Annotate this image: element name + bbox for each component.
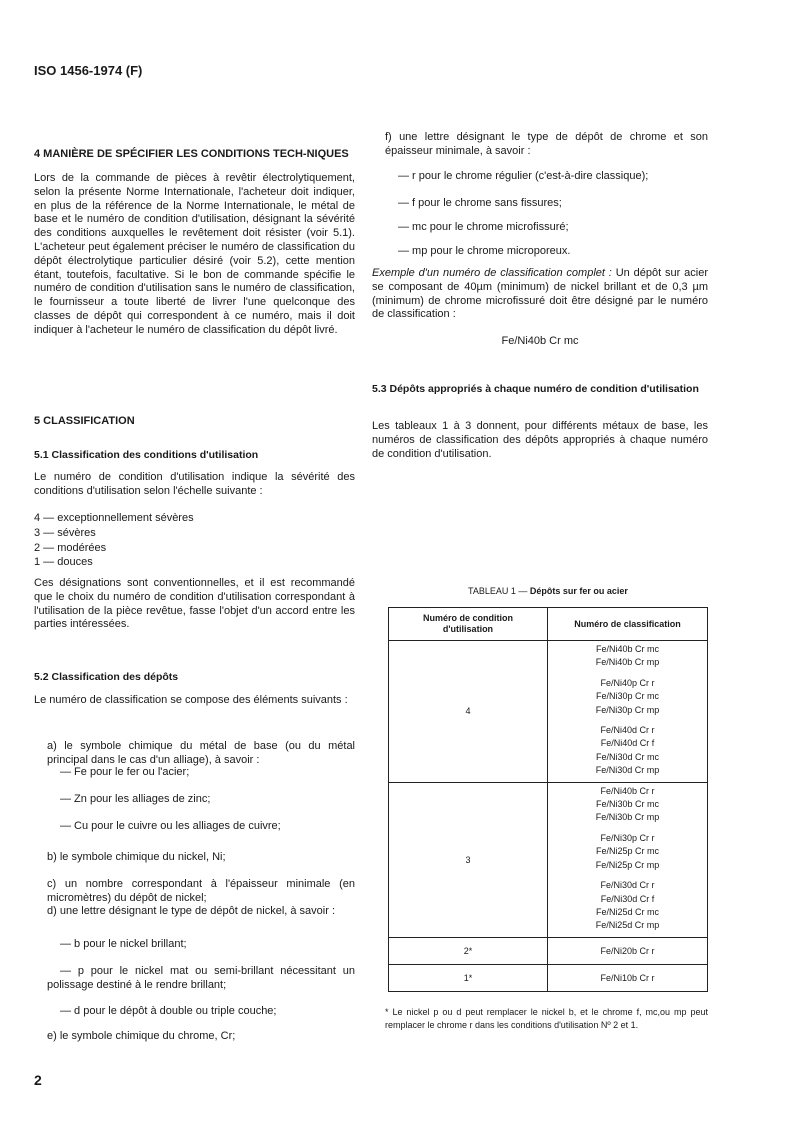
condition-cell: 3 bbox=[389, 782, 548, 937]
item-d: d) une lettre désignant le type de dépôt de nickel, à savoir : bbox=[47, 905, 336, 917]
classification-cell bbox=[548, 964, 708, 991]
example-code: Fe/Ni40b Cr mc bbox=[501, 335, 579, 347]
item-a-fe: — Fe pour le fer ou l'acier; bbox=[60, 766, 190, 778]
example-paragraph bbox=[372, 267, 708, 322]
classification-code: Fe/Ni40b Cr r bbox=[600, 785, 655, 796]
section-5-heading: 5 CLASSIFICATION bbox=[34, 415, 135, 427]
classification-group bbox=[548, 721, 707, 782]
classification-code: Fe/Ni40d Cr r bbox=[600, 725, 655, 736]
classification-group bbox=[548, 829, 707, 876]
item-f-mc: — mc pour le chrome microfissuré; bbox=[398, 221, 569, 233]
severity-scale bbox=[34, 511, 355, 570]
example-text: Un dépôt sur acier se composant de 40µm (minimum) de nickel brillant et de 0,3 µm (minimum) de chrome microfissuré doit être désigné par le numéro de classification : bbox=[372, 267, 708, 321]
scale-item: 1 — douces bbox=[34, 556, 93, 569]
classification-group bbox=[548, 973, 707, 983]
example-label: Exemple d'un numéro de classification complet : bbox=[372, 267, 612, 279]
section-5-1-heading: 5.1 Classification des conditions d'utilisation bbox=[34, 449, 259, 461]
item-d-b: — b pour le nickel brillant; bbox=[60, 938, 187, 950]
classification-code: Fe/Ni20b Cr r bbox=[600, 945, 655, 956]
classification-cell bbox=[548, 782, 708, 937]
classification-cell bbox=[548, 937, 708, 964]
item-f-mp: — mp pour le chrome microporeux. bbox=[398, 245, 571, 257]
classification-code: Fe/Ni30p Cr mc bbox=[595, 691, 659, 702]
table-row bbox=[389, 641, 708, 783]
table-row bbox=[389, 782, 708, 937]
classification-group bbox=[548, 946, 707, 956]
item-d-p: — p pour le nickel mat ou semi-brillant nécessitant un polissage destiné à le rendre brillant; bbox=[47, 965, 355, 991]
item-a-zn: — Zn pour les alliages de zinc; bbox=[60, 793, 211, 805]
classification-code: Fe/Ni30b Cr mc bbox=[595, 799, 659, 810]
classification-code: Fe/Ni30p Cr mp bbox=[595, 704, 660, 715]
item-c: c) un nombre correspondant à l'épaisseur minimale (en micromètres) du dépôt de nickel; bbox=[47, 878, 355, 904]
table-1 bbox=[388, 607, 708, 992]
item-a: a) le symbole chimique du métal de base (ou du métal principal dans le cas d'un alliage), à savoir : bbox=[47, 740, 355, 766]
header-classification: Numéro de classification bbox=[548, 608, 708, 641]
condition-cell: 1* bbox=[389, 964, 548, 991]
section-5-1-intro: Le numéro de condition d'utilisation indique la sévérité des conditions d'utilisation selon l'échelle suivante : bbox=[34, 471, 355, 497]
classification-group bbox=[548, 876, 707, 937]
section-5-2-intro: Le numéro de classification se compose des éléments suivants : bbox=[34, 694, 348, 706]
scale-item: 4 — exceptionnellement sévères bbox=[34, 512, 194, 524]
section-5-3-body: Les tableaux 1 à 3 donnent, pour différents métaux de base, les numéros de classification des dépôts appropriés à chaque numéro de condition d'utilisation. bbox=[372, 420, 708, 460]
item-e: e) le symbole chimique du chrome, Cr; bbox=[47, 1030, 236, 1042]
classification-code: Fe/Ni40p Cr r bbox=[600, 677, 655, 688]
classification-code: Fe/Ni25p Cr mp bbox=[595, 859, 660, 870]
condition-cell: 2* bbox=[389, 937, 548, 964]
classification-cell bbox=[548, 641, 708, 783]
classification-code: Fe/Ni30p Cr r bbox=[600, 832, 655, 843]
classification-group bbox=[548, 783, 707, 829]
classification-code: Fe/Ni40b Cr mc bbox=[595, 644, 659, 654]
section-5-2-heading: 5.2 Classification des dépôts bbox=[34, 671, 179, 683]
section-5-1-note: Ces désignations sont conventionnelles, et il est recommandé que le choix du numéro de condition d'utilisation correspondant à l'utilisation de la pièce revêtue, fasse l'objet d'un accord entre les parties intéressées. bbox=[34, 577, 355, 631]
section-4-heading: 4 MANIÈRE DE SPÉCIFIER LES CONDITIONS TECH-NIQUES bbox=[34, 148, 349, 160]
document-header: ISO 1456-1974 (F) bbox=[34, 63, 143, 78]
classification-code: Fe/Ni10b Cr r bbox=[600, 972, 655, 983]
item-d-d: — d pour le dépôt à double ou triple couche; bbox=[60, 1005, 277, 1017]
classification-code: Fe/Ni30d Cr r bbox=[600, 880, 655, 891]
table-1-footnote: * Le nickel p ou d peut remplacer le nickel b, et le chrome f, mc,ou mp peut remplacer le chrome r dans les conditions d'utilisation Nº 2 et 1. bbox=[385, 1007, 708, 1030]
classification-code: Fe/Ni30b Cr mp bbox=[595, 812, 660, 823]
classification-code: Fe/Ni40b Cr mp bbox=[595, 657, 660, 668]
classification-code: Fe/Ni30d Cr f bbox=[600, 893, 655, 904]
caption-title: Dépôts sur fer ou acier bbox=[529, 586, 628, 596]
classification-code: Fe/Ni30d Cr mp bbox=[595, 765, 660, 776]
classification-code: Fe/Ni40d Cr f bbox=[600, 738, 655, 749]
item-f-f: — f pour le chrome sans fissures; bbox=[398, 197, 562, 209]
table-row bbox=[389, 937, 708, 964]
classification-code: Fe/Ni25p Cr mc bbox=[595, 846, 659, 857]
classification-code: Fe/Ni30d Cr mc bbox=[595, 751, 659, 762]
table-header-row bbox=[389, 608, 708, 641]
scale-item: 2 — modérées bbox=[34, 541, 107, 554]
classification-code: Fe/Ni25d Cr mc bbox=[595, 906, 659, 917]
caption-prefix: TABLEAU 1 — bbox=[468, 586, 530, 596]
section-5-3-heading: 5.3 Dépôts appropriés à chaque numéro de condition d'utilisation bbox=[372, 383, 699, 395]
header-condition: Numéro de condition d'utilisation bbox=[389, 608, 548, 641]
table-row bbox=[389, 964, 708, 991]
item-a-cu: — Cu pour le cuivre ou les alliages de cuivre; bbox=[60, 820, 281, 832]
table-1-caption bbox=[388, 586, 708, 596]
item-f: f) une lettre désignant le type de dépôt de chrome et son épaisseur minimale, à savoir : bbox=[385, 131, 708, 157]
scale-item: 3 — sévères bbox=[34, 526, 96, 539]
classification-code: Fe/Ni25d Cr mp bbox=[595, 920, 660, 931]
item-f-r: — r pour le chrome régulier (c'est-à-dire classique); bbox=[398, 170, 649, 182]
classification-group bbox=[548, 674, 707, 721]
classification-group bbox=[548, 641, 707, 674]
section-4-body: Lors de la commande de pièces à revêtir électrolytiquement, selon la présente Norme Internationale, l'acheteur doit indiquer, en plus de la référence de la Norme Internationale, le métal de base et le numéro de condition d'utilisation, désignant la sévérité des conditions auxquelles le revêtement doit résister (voir 5.1). L'acheteur peut également préciser le numéro de classification du dépôt électrolytique particulier désiré (voir 5.2), cette mention étant, toutefois, facultative. Si le bon de commande spécifie le numéro de condition d'utilisation sans le numéro de classification, le fournisseur a toute liberté de livrer l'une quelconque des classes de dépôt qui correspondent à ce numéro, mais il doit indiquer à l'acheteur le numéro de classification du dépôt livré. bbox=[34, 172, 355, 336]
item-b: b) le symbole chimique du nickel, Ni; bbox=[47, 851, 226, 863]
page-number: 2 bbox=[34, 1072, 42, 1088]
condition-cell: 4 bbox=[389, 641, 548, 783]
